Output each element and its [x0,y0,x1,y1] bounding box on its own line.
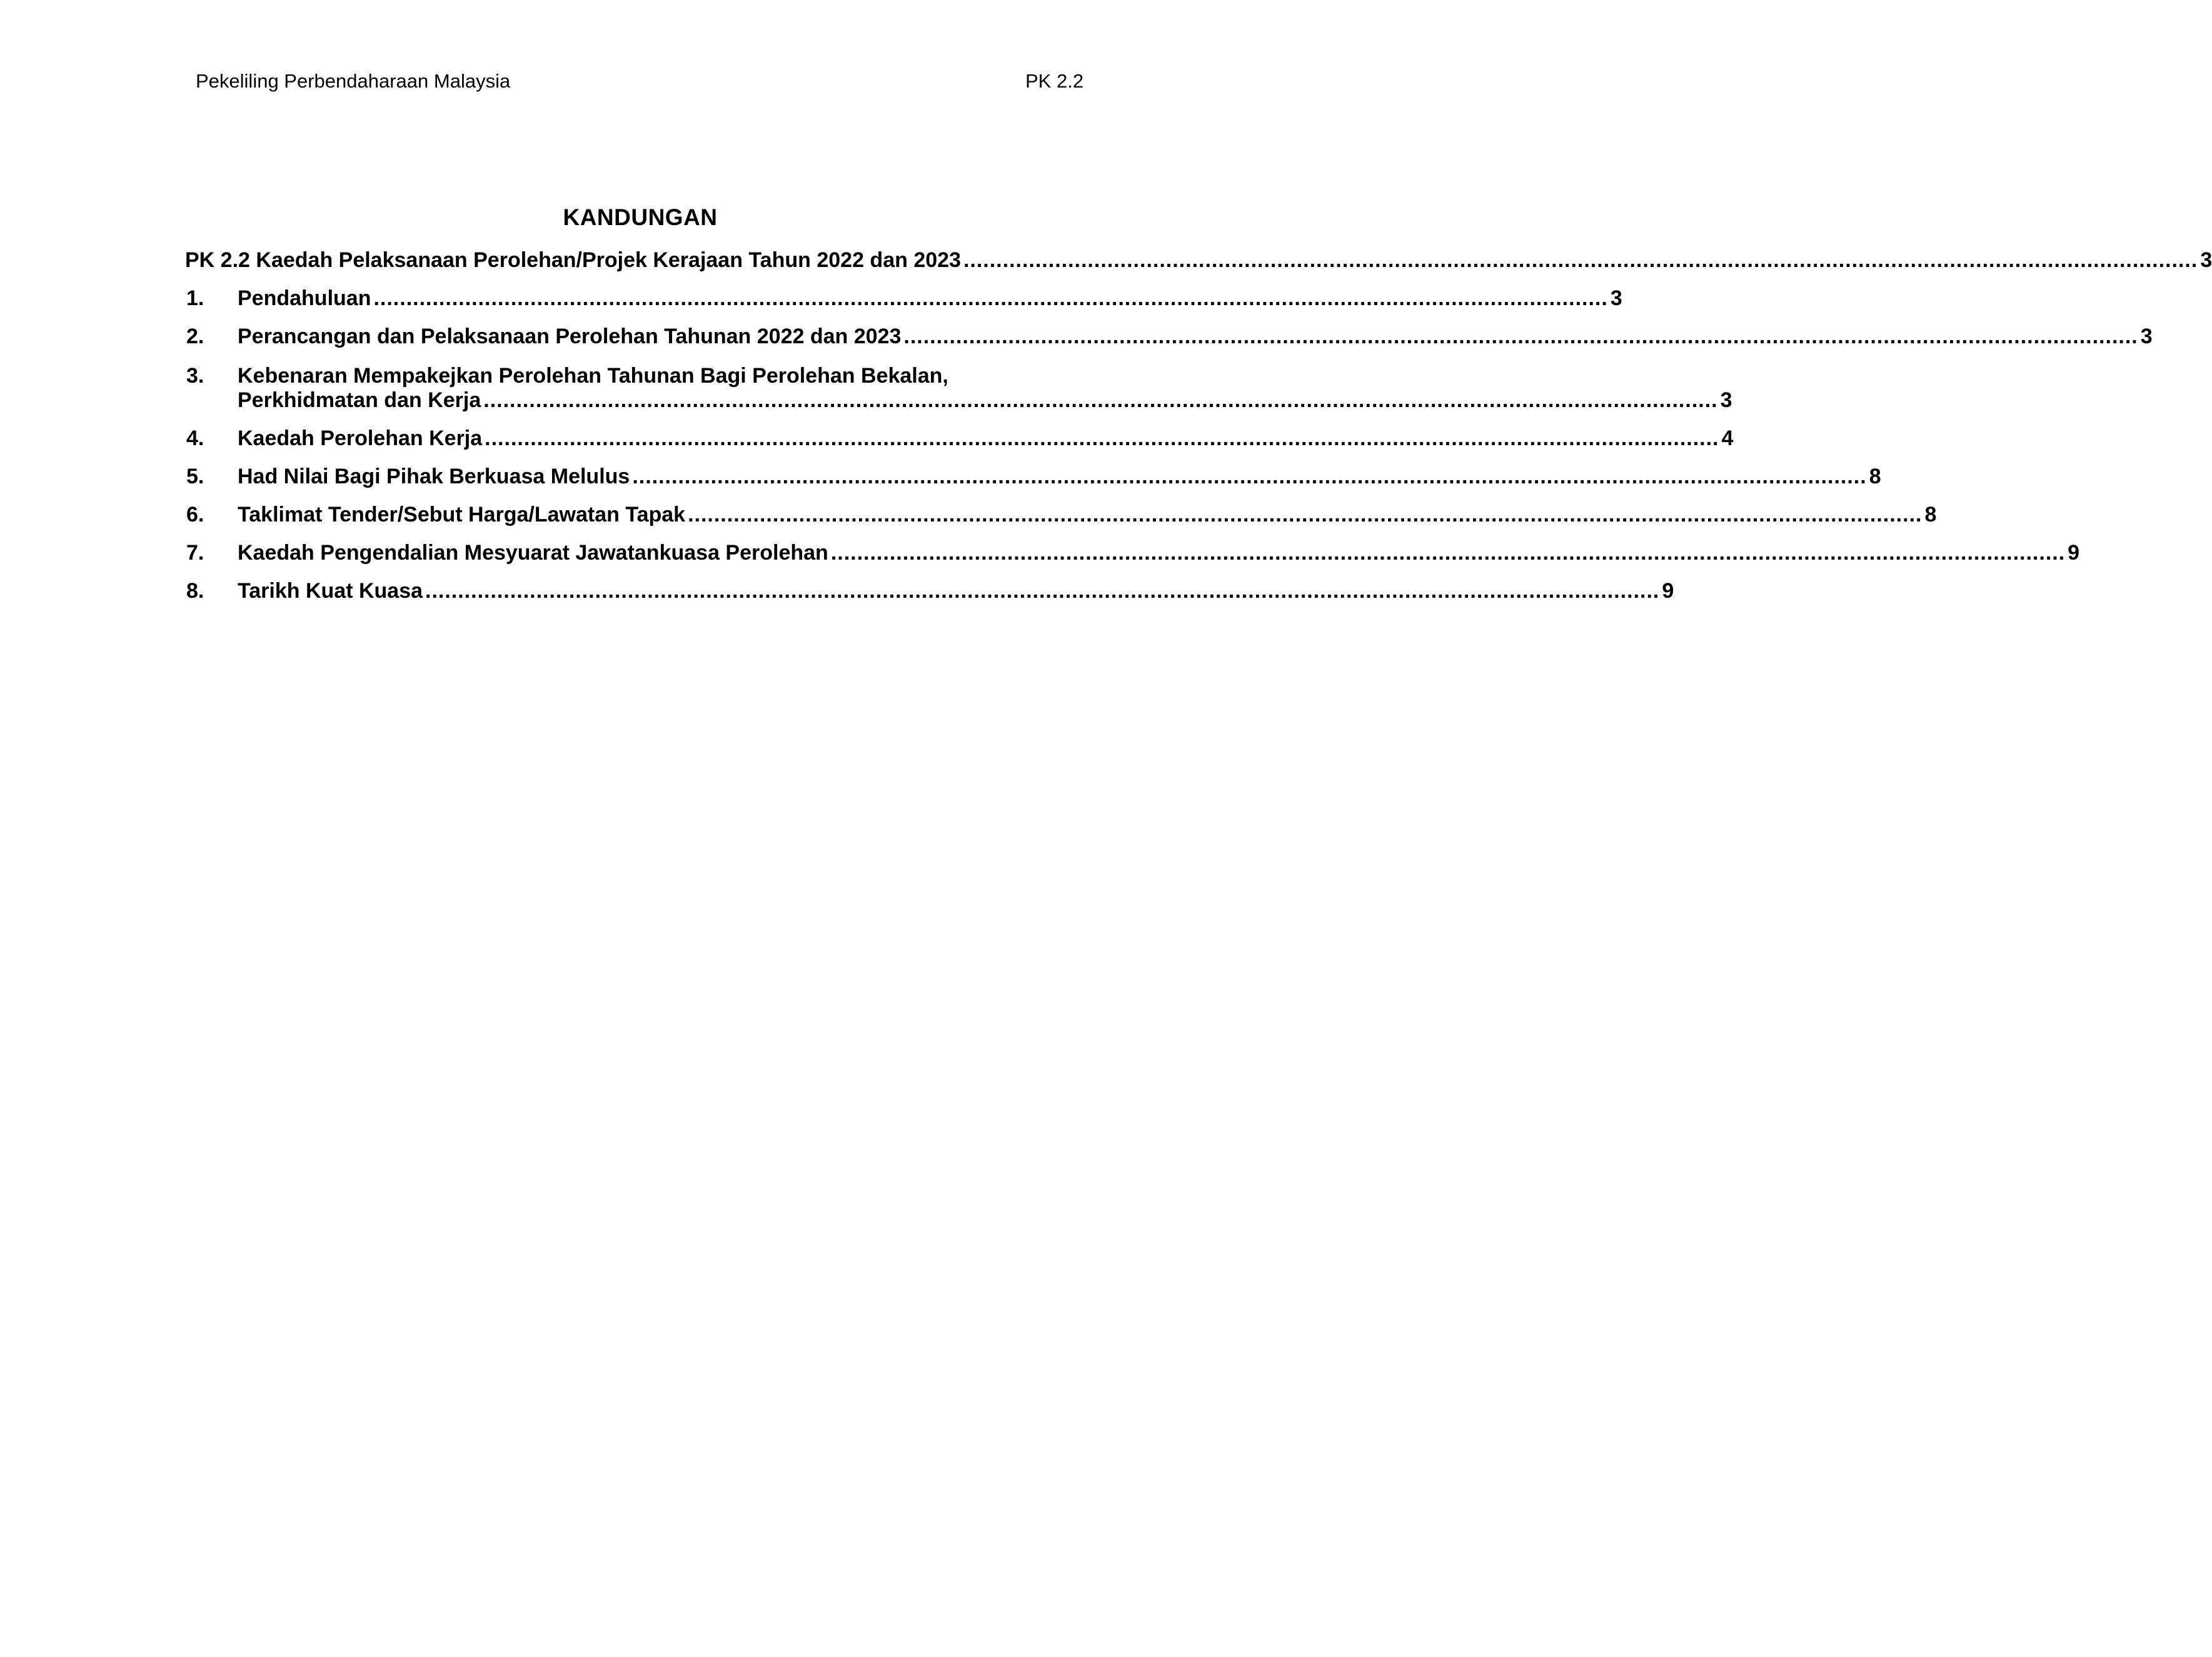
toc-entry-text: Kaedah Pengendalian Mesyuarat Jawatankuasa Perolehan [238,541,828,565]
toc-leader-dots: ............................................................................................................................................................................................. [425,579,1660,603]
toc-entry-1[interactable] [238,284,1622,313]
toc-leader-dots: ............................................................................................................................................................................................. [903,325,2138,348]
toc-leader-dots: ............................................................................................................................................................................................. [963,248,2198,272]
toc-entry-number: 8. [186,579,204,603]
toc-leader-dots: ............................................................................................................................................................................................. [485,426,1719,450]
toc-page-number: 8 [1924,503,1937,526]
toc-entry-7[interactable] [238,538,2080,567]
toc-page-number: 9 [1662,579,1674,603]
toc-entry-number: 4. [186,426,204,450]
toc-leader-dots: ............................................................................................................................................................................................. [483,388,1718,412]
toc-page-number: 3 [2200,248,2212,272]
toc-entry-5[interactable] [238,462,1881,491]
toc-page-number: 4 [1721,426,1734,450]
document-header-code: PK 2.2 [1025,70,1084,92]
toc-entry-4[interactable] [238,424,1734,453]
toc-entry-8[interactable] [238,577,1674,605]
toc-entry-text: Pendahuluan [238,286,371,310]
toc-entry-text: Taklimat Tender/Sebut Harga/Lawatan Tapak [238,503,686,526]
toc-title: KANDUNGAN [563,204,718,230]
toc-entry-number: 2. [186,325,204,348]
toc-entry-6[interactable] [238,500,1937,529]
toc-entry-text: Perancangan dan Pelaksanaan Perolehan Tahunan 2022 dan 2023 [238,325,902,348]
toc-leader-dots: ............................................................................................................................................................................................. [632,465,1867,488]
toc-leader-dots: ............................................................................................................................................................................................. [688,503,1923,526]
toc-entry-text-line1[interactable]: Kebenaran Mempakejkan Perolehan Tahunan Bagi Perolehan Bekalan, [238,364,948,388]
toc-entry-3[interactable] [238,386,1732,415]
toc-page-number: 9 [2068,541,2080,565]
toc-entry-number: 1. [186,286,204,310]
toc-page-number: 3 [1610,286,1622,310]
document-header-title: Pekeliling Perbendaharaan Malaysia [196,70,511,92]
toc-entry-text: PK 2.2 Kaedah Pelaksanaan Perolehan/Projek Kerajaan Tahun 2022 dan 2023 [185,248,961,272]
toc-leader-dots: ............................................................................................................................................................................................. [830,541,2066,565]
toc-page-number: 3 [2140,325,2153,348]
toc-main-entry[interactable] [185,246,2212,274]
toc-entry-2[interactable] [238,322,2153,351]
toc-entry-number: 6. [186,503,204,526]
toc-entry-number: 5. [186,465,204,488]
toc-leader-dots: ............................................................................................................................................................................................. [373,286,1608,310]
toc-page-number: 3 [1720,388,1732,412]
toc-entry-text: Tarikh Kuat Kuasa [238,579,423,603]
toc-page-number: 8 [1869,465,1881,488]
toc-entry-text: Kaedah Perolehan Kerja [238,426,483,450]
toc-entry-number: 7. [186,541,204,565]
toc-entry-text: Had Nilai Bagi Pihak Berkuasa Melulus [238,465,630,488]
toc-entry-number: 3. [186,364,204,388]
toc-entry-text: Perkhidmatan dan Kerja [238,388,481,412]
